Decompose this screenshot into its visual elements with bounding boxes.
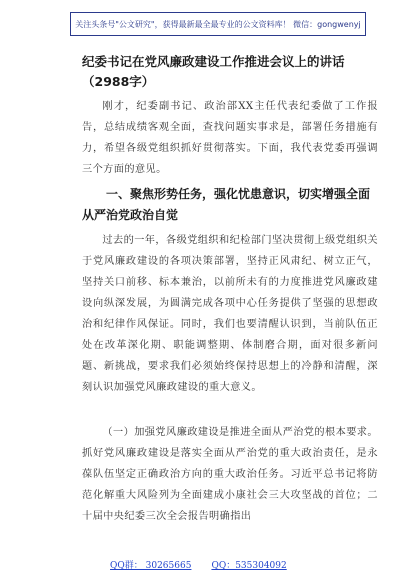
- footer-contact: [110, 558, 287, 571]
- qq-link[interactable]: QQ：535304092: [211, 561, 287, 571]
- promo-banner: 关注头条号"公文研究"，获得最新最全最专业的公文资料库！ 微信：gongwenyj: [70, 12, 366, 36]
- qq-group-link[interactable]: QQ群： 30265665: [110, 561, 192, 571]
- document-title: 纪委书记在党风廉政建设工作推进会议上的讲话（2988字）: [82, 54, 345, 89]
- section1-paragraph-2: （一）加强党风廉政建设是推进全面从严治党的根本要求。抓好党风廉政建设是落实全面从严治党的重大政治责任，是永葆队伍坚定正确政治方向的重大政治任务。习近平总书记将防范化解重大风险列为全面建成小康社会三大攻坚战的首位；二十届中央纪委三次全会报告明确指出: [82, 427, 378, 522]
- section1-paragraph-1: 过去的一年，各级党组织和纪检部门坚决贯彻上级党组织关于党风廉政建设的各项决策部署，坚持正风肃纪、树立正气，坚持关口前移、标本兼治，以前所未有的力度推进党风廉政建设向纵深发展，为圆满完成各项中心任务提供了坚强的思想政治和纪律作风保证。同时，我们也要清醒认识到，当前队伍正处在改革深化期、职能调整期、体制磨合期，面对很多新问题、新挑战，要求我们必须始终保持思想上的冷静和清醒，深刻认识加强党风廉政建设的重大意义。: [82, 235, 378, 393]
- section-heading-1: 一、聚焦形势任务，强化忧患意识，切实增强全面从严治党政治自觉: [82, 187, 371, 222]
- intro-paragraph: 刚才，纪委副书记、政治部XX主任代表纪委做了工作报告，总结成绩客观全面，查找问题实事求是，部署任务措施有力，希望各级党组织抓好贯彻落实。下面，我代表党委再强调三个方面的意见。: [82, 101, 378, 175]
